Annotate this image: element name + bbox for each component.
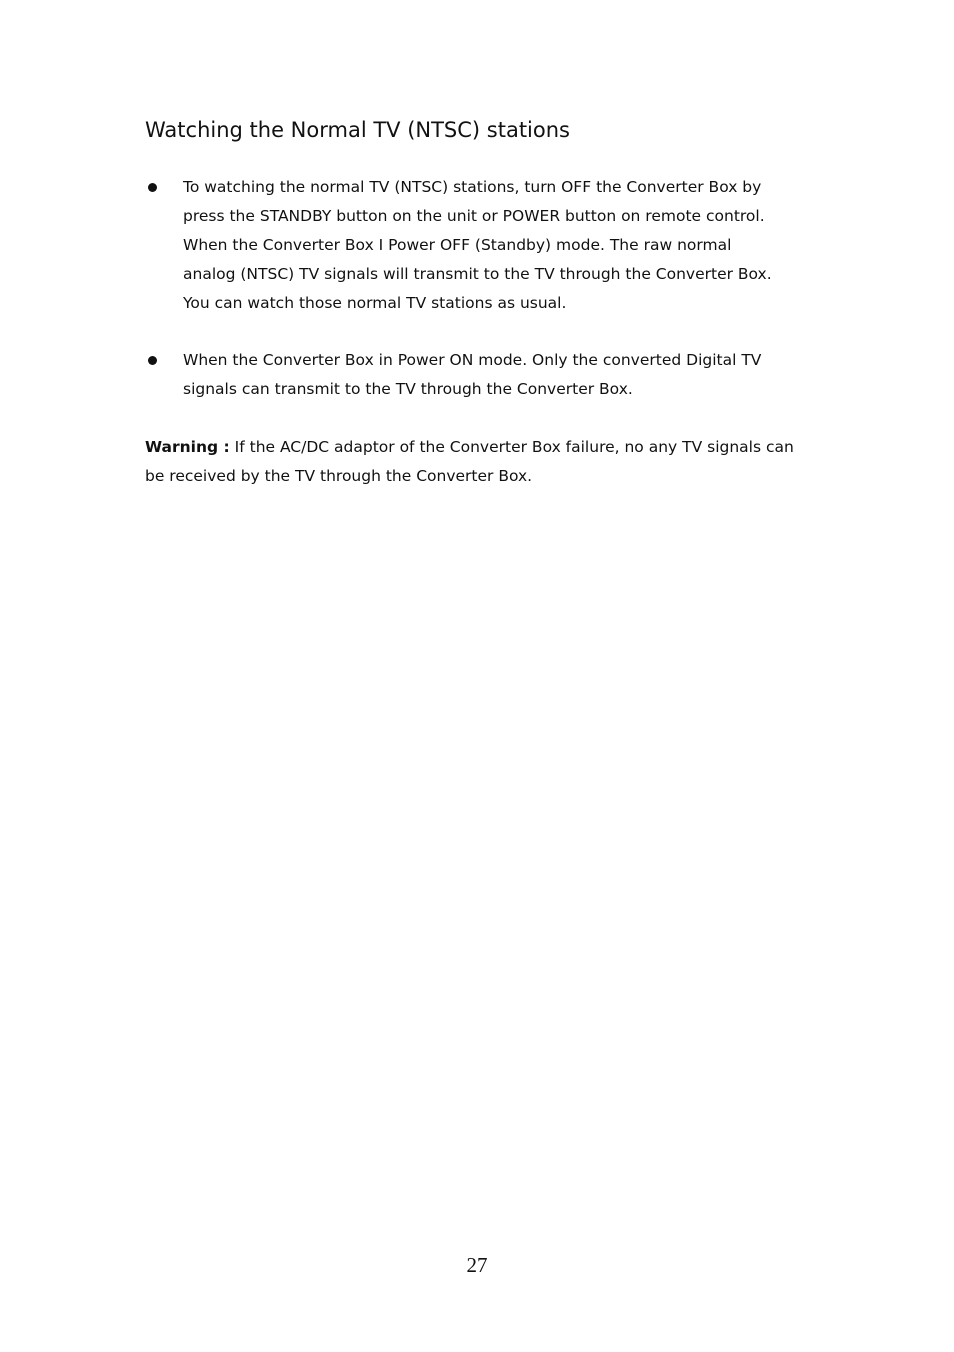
- bullet-1-line-4: analog (NTSC) TV signals will transmit to the TV through the Converter Box.: [183, 265, 772, 283]
- bullet-item-power-on: [145, 346, 825, 404]
- bullet-1-line-3: When the Converter Box I Power OFF (Standby) mode. The raw normal: [183, 236, 732, 254]
- bullet-dot-icon: [148, 183, 157, 192]
- bullet-item-standby: [145, 173, 825, 318]
- page-heading: Watching the Normal TV (NTSC) stations: [145, 118, 570, 142]
- bullet-1-line-1: To watching the normal TV (NTSC) stations, turn OFF the Converter Box by: [183, 178, 762, 196]
- warning-label: Warning :: [145, 438, 230, 456]
- bullet-1-line-5: You can watch those normal TV stations as usual.: [183, 294, 567, 312]
- bullet-2-line-2: signals can transmit to the TV through the Converter Box.: [183, 380, 633, 398]
- bullet-list-1: [145, 173, 825, 318]
- bullet-2-line-1: When the Converter Box in Power ON mode. Only the converted Digital TV: [183, 351, 762, 369]
- warning-line-1: If the AC/DC adaptor of the Converter Box failure, no any TV signals can: [229, 438, 794, 456]
- warning-paragraph: [145, 433, 835, 491]
- bullet-1-line-2: press the STANDBY button on the unit or POWER button on remote control.: [183, 207, 765, 225]
- warning-line-2: be received by the TV through the Converter Box.: [145, 467, 533, 485]
- page-number: 27: [466, 1253, 488, 1277]
- bullet-list-2: [145, 346, 825, 404]
- bullet-dot-icon: [148, 356, 157, 365]
